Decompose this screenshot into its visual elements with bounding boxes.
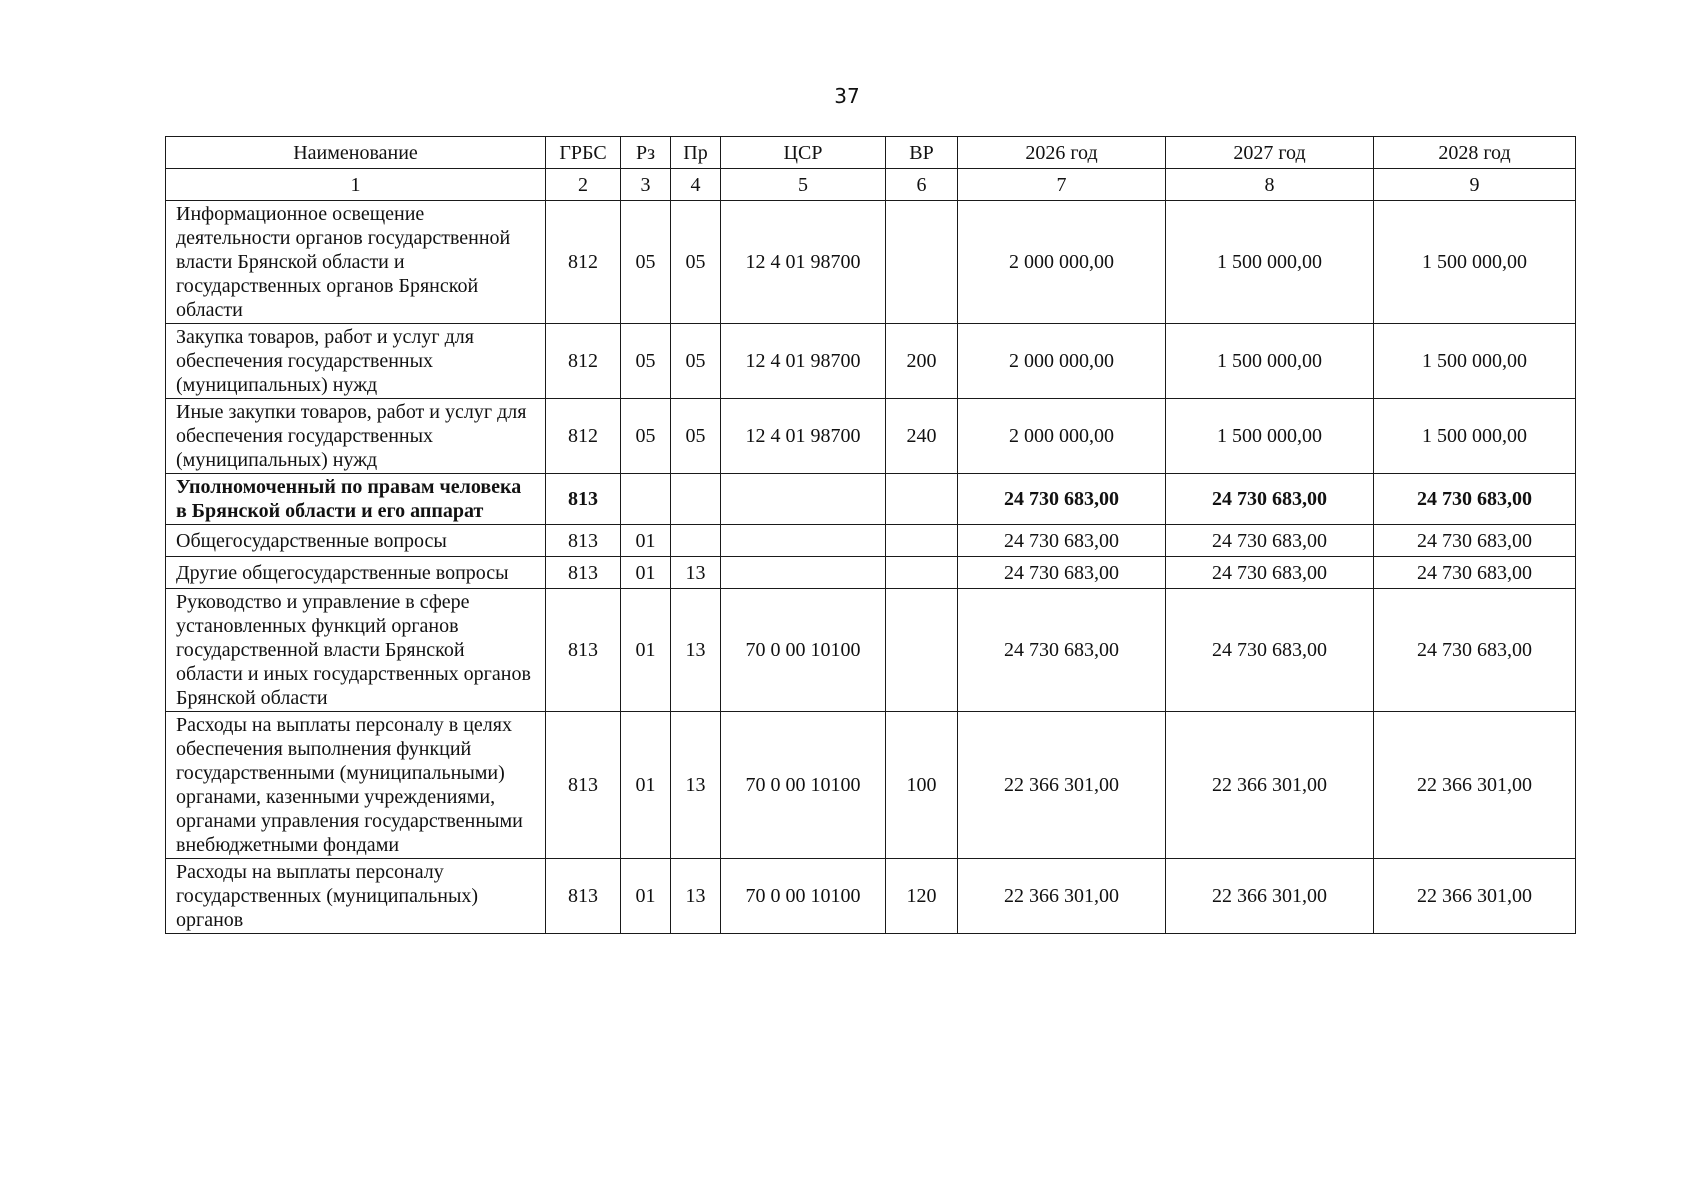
row-2028: 1 500 000,00 <box>1374 399 1576 474</box>
table-row <box>166 525 1576 557</box>
row-csr: 70 0 00 10100 <box>721 589 886 712</box>
row-rz: 01 <box>621 557 671 589</box>
row-csr: 70 0 00 10100 <box>721 712 886 859</box>
row-csr: 12 4 01 98700 <box>721 324 886 399</box>
column-number: 1 <box>166 169 546 201</box>
table-row <box>166 201 1576 324</box>
header-2026: 2026 год <box>958 137 1166 169</box>
header-2027: 2027 год <box>1166 137 1374 169</box>
page-number: 37 <box>834 84 860 108</box>
row-2027: 24 730 683,00 <box>1166 589 1374 712</box>
row-vr: 100 <box>886 712 958 859</box>
row-2026: 2 000 000,00 <box>958 201 1166 324</box>
table-row <box>166 399 1576 474</box>
row-name: Руководство и управление в сфере установленных функций органов государственной власти Брянской области и иных государственных органов Брянской области <box>166 589 546 712</box>
header-name: Наименование <box>166 137 546 169</box>
row-2026: 22 366 301,00 <box>958 859 1166 934</box>
row-grbs: 813 <box>546 859 621 934</box>
row-pr: 13 <box>671 557 721 589</box>
row-pr: 13 <box>671 589 721 712</box>
row-grbs: 813 <box>546 589 621 712</box>
row-pr: 05 <box>671 201 721 324</box>
row-pr: 13 <box>671 859 721 934</box>
column-number: 3 <box>621 169 671 201</box>
header-rz: Рз <box>621 137 671 169</box>
row-pr <box>671 525 721 557</box>
header-grbs: ГРБС <box>546 137 621 169</box>
row-vr <box>886 525 958 557</box>
header-row <box>166 137 1576 169</box>
column-number: 5 <box>721 169 886 201</box>
row-2026: 2 000 000,00 <box>958 324 1166 399</box>
row-grbs: 812 <box>546 201 621 324</box>
table-row <box>166 859 1576 934</box>
row-2028: 22 366 301,00 <box>1374 859 1576 934</box>
row-name: Информационное освещение деятельности органов государственной власти Брянской области и государственных органов Брянской области <box>166 201 546 324</box>
row-grbs: 813 <box>546 474 621 525</box>
row-grbs: 813 <box>546 712 621 859</box>
row-vr <box>886 474 958 525</box>
row-2028: 1 500 000,00 <box>1374 324 1576 399</box>
row-pr <box>671 474 721 525</box>
table-body <box>166 201 1576 934</box>
row-2026: 24 730 683,00 <box>958 589 1166 712</box>
row-grbs: 812 <box>546 399 621 474</box>
row-grbs: 813 <box>546 525 621 557</box>
row-2028: 22 366 301,00 <box>1374 712 1576 859</box>
row-rz: 05 <box>621 399 671 474</box>
row-rz: 01 <box>621 525 671 557</box>
table-row <box>166 557 1576 589</box>
row-name: Закупка товаров, работ и услуг для обеспечения государственных (муниципальных) нужд <box>166 324 546 399</box>
row-2027: 22 366 301,00 <box>1166 712 1374 859</box>
row-csr <box>721 474 886 525</box>
column-number: 4 <box>671 169 721 201</box>
row-grbs: 813 <box>546 557 621 589</box>
header-vr: ВР <box>886 137 958 169</box>
row-rz: 01 <box>621 712 671 859</box>
row-2027: 24 730 683,00 <box>1166 557 1374 589</box>
row-2027: 1 500 000,00 <box>1166 324 1374 399</box>
column-number: 9 <box>1374 169 1576 201</box>
table-row <box>166 589 1576 712</box>
row-grbs: 812 <box>546 324 621 399</box>
row-csr <box>721 525 886 557</box>
table-row <box>166 712 1576 859</box>
row-2027: 24 730 683,00 <box>1166 525 1374 557</box>
row-csr <box>721 557 886 589</box>
header-csr: ЦСР <box>721 137 886 169</box>
row-2028: 24 730 683,00 <box>1374 525 1576 557</box>
row-vr: 240 <box>886 399 958 474</box>
row-pr: 13 <box>671 712 721 859</box>
row-2027: 24 730 683,00 <box>1166 474 1374 525</box>
row-rz: 05 <box>621 201 671 324</box>
row-2027: 22 366 301,00 <box>1166 859 1374 934</box>
row-2028: 24 730 683,00 <box>1374 557 1576 589</box>
row-name: Иные закупки товаров, работ и услуг для обеспечения государственных (муниципальных) нужд <box>166 399 546 474</box>
row-2026: 24 730 683,00 <box>958 474 1166 525</box>
row-2028: 24 730 683,00 <box>1374 589 1576 712</box>
table-row-section <box>166 474 1576 525</box>
row-csr: 70 0 00 10100 <box>721 859 886 934</box>
row-2028: 24 730 683,00 <box>1374 474 1576 525</box>
row-rz <box>621 474 671 525</box>
row-name: Расходы на выплаты персоналу в целях обеспечения выполнения функций государственными (муниципальными) органами, казенными учреждениями, органами управления государственными внебюджетными фондами <box>166 712 546 859</box>
column-number: 2 <box>546 169 621 201</box>
row-name: Другие общегосударственные вопросы <box>166 557 546 589</box>
row-csr: 12 4 01 98700 <box>721 399 886 474</box>
row-2027: 1 500 000,00 <box>1166 399 1374 474</box>
table-row <box>166 324 1576 399</box>
table-header <box>166 137 1576 201</box>
row-2026: 24 730 683,00 <box>958 525 1166 557</box>
budget-table <box>165 136 1576 934</box>
row-csr: 12 4 01 98700 <box>721 201 886 324</box>
row-name: Расходы на выплаты персоналу государственных (муниципальных) органов <box>166 859 546 934</box>
row-2028: 1 500 000,00 <box>1374 201 1576 324</box>
row-rz: 01 <box>621 589 671 712</box>
column-number-row <box>166 169 1576 201</box>
column-number: 6 <box>886 169 958 201</box>
column-number: 7 <box>958 169 1166 201</box>
row-2026: 2 000 000,00 <box>958 399 1166 474</box>
row-vr <box>886 557 958 589</box>
row-vr: 200 <box>886 324 958 399</box>
row-name: Общегосударственные вопросы <box>166 525 546 557</box>
row-2026: 22 366 301,00 <box>958 712 1166 859</box>
column-number: 8 <box>1166 169 1374 201</box>
header-pr: Пр <box>671 137 721 169</box>
row-name: Уполномоченный по правам человека в Брянской области и его аппарат <box>166 474 546 525</box>
row-vr <box>886 201 958 324</box>
row-pr: 05 <box>671 324 721 399</box>
row-rz: 01 <box>621 859 671 934</box>
row-2027: 1 500 000,00 <box>1166 201 1374 324</box>
row-vr <box>886 589 958 712</box>
row-rz: 05 <box>621 324 671 399</box>
row-pr: 05 <box>671 399 721 474</box>
row-vr: 120 <box>886 859 958 934</box>
row-2026: 24 730 683,00 <box>958 557 1166 589</box>
header-2028: 2028 год <box>1374 137 1576 169</box>
